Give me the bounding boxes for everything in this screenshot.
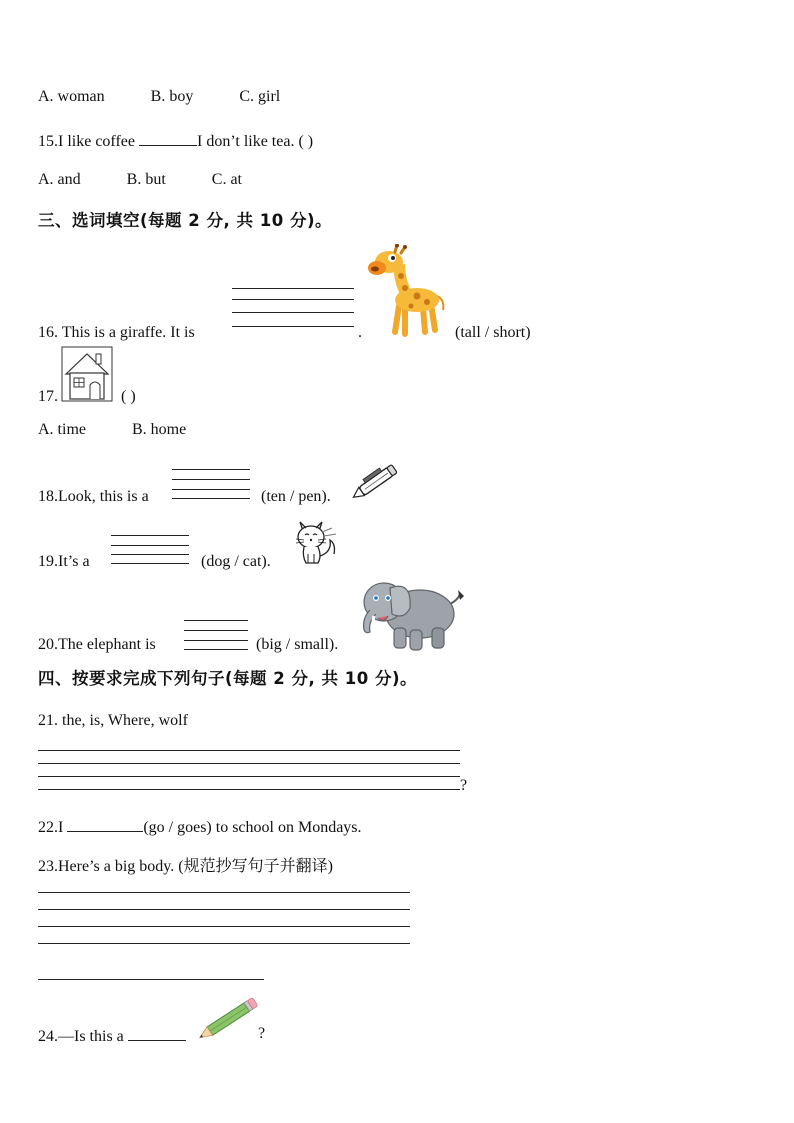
question-15 [38, 129, 313, 152]
q17-option-a: A. time [38, 421, 86, 438]
q14-option-b: B. boy [150, 88, 194, 105]
pencil-picture [198, 996, 262, 1040]
q19-writing-line[interactable] [111, 554, 189, 555]
q19-writing-line[interactable] [111, 545, 189, 546]
q18-number: 18. [38, 488, 58, 505]
question-24 [38, 1024, 186, 1047]
q23-text: Here’s a big body. (规范抄写句子并翻译) [58, 858, 333, 875]
q20-text: The elephant is [58, 636, 156, 653]
q16-period: . [358, 324, 362, 341]
q15-text-after: I don’t like tea. [197, 133, 295, 150]
q24-question-mark: ? [258, 1025, 266, 1042]
q19-writing-line[interactable] [111, 563, 189, 564]
elephant-picture [354, 574, 468, 654]
q19-hint: (dog / cat). [201, 553, 271, 570]
q19-number: 19. [38, 553, 58, 570]
q15-option-c: C. at [211, 171, 242, 188]
section-3-heading: 三、选词填空(每题 2 分, 共 10 分)。 [38, 211, 333, 230]
q21-text: the, is, Where, wolf [58, 712, 188, 729]
q16-writing-line[interactable] [232, 299, 354, 300]
q15-options [38, 170, 242, 190]
question-23 [38, 857, 333, 877]
q24-answer-blank[interactable] [128, 1024, 186, 1041]
question-18 [38, 487, 149, 507]
q23-writing-line[interactable] [38, 892, 410, 893]
q20-writing-line[interactable] [184, 640, 248, 641]
q21-number: 21. [38, 712, 58, 729]
q14-option-a: A. woman [38, 88, 105, 105]
q20-writing-line[interactable] [184, 649, 248, 650]
q18-writing-line[interactable] [172, 489, 250, 490]
q22-answer-blank[interactable] [67, 815, 143, 832]
q20-writing-line[interactable] [184, 630, 248, 631]
cat-picture [292, 516, 340, 566]
q16-writing-line[interactable] [232, 288, 354, 289]
q15-text-before: I like coffee [58, 133, 135, 150]
q18-text: Look, this is a [58, 488, 149, 505]
question-16 [38, 323, 195, 343]
q18-writing-line[interactable] [172, 469, 250, 470]
giraffe-picture [365, 244, 447, 338]
q17-answer-paren[interactable]: ( ) [121, 388, 136, 405]
pen-picture [352, 458, 404, 502]
q17-option-b: B. home [132, 421, 187, 438]
question-19 [38, 552, 90, 572]
q16-hint: (tall / short) [455, 324, 531, 341]
q16-writing-line[interactable] [232, 312, 354, 313]
q21-writing-line[interactable] [38, 776, 460, 777]
q15-option-a: A. and [38, 171, 81, 188]
q21-writing-line[interactable] [38, 763, 460, 764]
q21-writing-line[interactable] [38, 750, 460, 751]
q16-text: This is a giraffe. It is [58, 324, 195, 341]
house-picture [61, 346, 113, 402]
q15-answer-blank[interactable] [139, 129, 197, 146]
q21-question-mark: ? [460, 777, 468, 794]
q16-writing-line[interactable] [232, 326, 354, 327]
question-22 [38, 815, 362, 838]
q23-writing-line[interactable] [38, 909, 410, 910]
q15-number: 15. [38, 133, 58, 150]
q20-writing-line[interactable] [184, 620, 248, 621]
q24-number: 24. [38, 1028, 58, 1045]
q23-writing-line[interactable] [38, 943, 410, 944]
q23-translation-line[interactable] [38, 979, 264, 980]
q22-text-after: (go / goes) to school on Mondays. [143, 819, 362, 836]
q17-options [38, 420, 186, 440]
q20-number: 20. [38, 636, 58, 653]
q15-answer-paren[interactable]: ( ) [298, 133, 314, 150]
q14-options [38, 87, 280, 107]
question-21 [38, 711, 188, 731]
q18-writing-line[interactable] [172, 498, 250, 499]
q22-text-before: I [58, 819, 64, 836]
q18-writing-line[interactable] [172, 479, 250, 480]
q23-number: 23. [38, 858, 58, 875]
section-4-heading: 四、按要求完成下列句子(每题 2 分, 共 10 分)。 [38, 669, 418, 688]
q16-number: 16. [38, 324, 58, 341]
q20-hint: (big / small). [256, 636, 339, 653]
q24-text: —Is this a [58, 1028, 124, 1045]
q22-number: 22. [38, 819, 58, 836]
q17-number: 17. [38, 388, 58, 405]
q18-hint: (ten / pen). [261, 488, 331, 505]
q15-option-b: B. but [126, 171, 166, 188]
q19-writing-line[interactable] [111, 535, 189, 536]
q21-writing-line[interactable] [38, 789, 460, 790]
q19-text: It’s a [58, 553, 90, 570]
question-20 [38, 635, 156, 655]
q23-writing-line[interactable] [38, 926, 410, 927]
q14-option-c: C. girl [239, 88, 281, 105]
